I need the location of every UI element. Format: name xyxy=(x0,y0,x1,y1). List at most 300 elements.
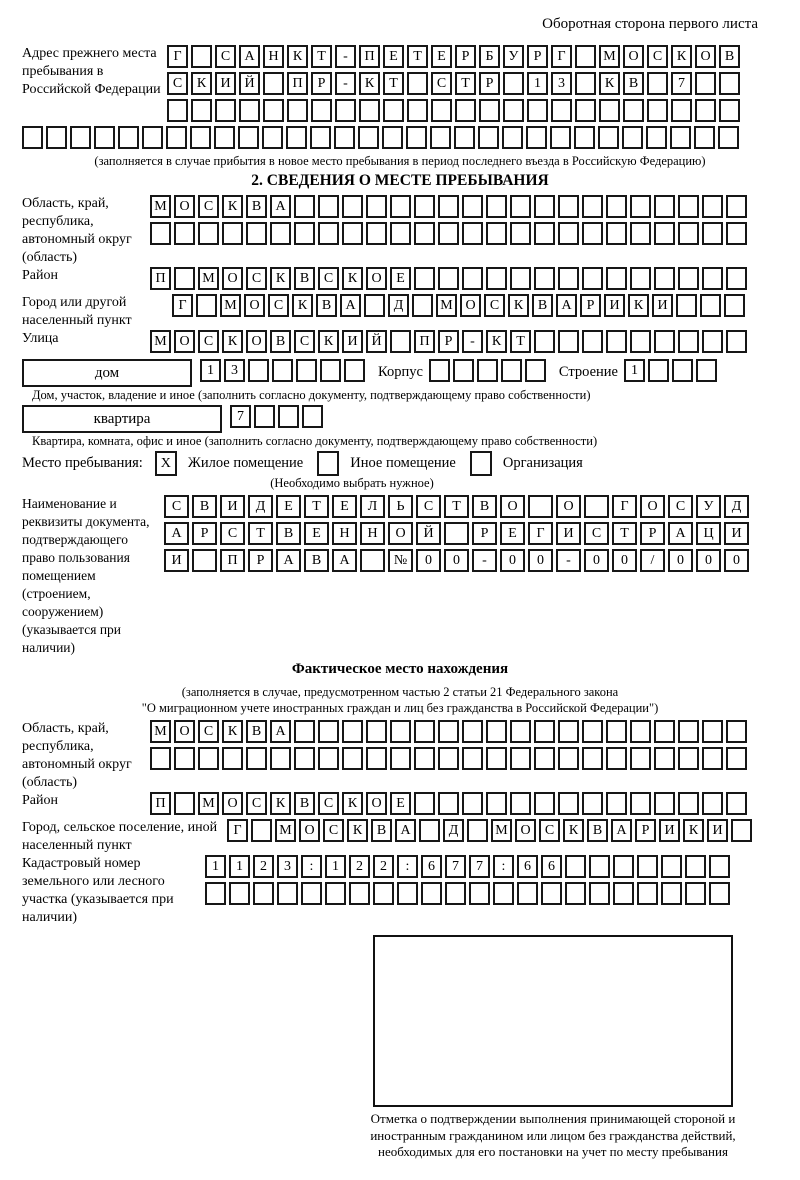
char-box: К xyxy=(628,294,649,317)
char-box xyxy=(311,99,332,122)
char-box: К xyxy=(318,330,339,353)
char-box: П xyxy=(359,45,380,68)
char-box xyxy=(700,294,721,317)
char-box xyxy=(251,819,272,842)
char-box xyxy=(678,267,699,290)
actual-district-label: Район xyxy=(22,793,58,808)
actual-district-row xyxy=(150,792,750,815)
char-box: Г xyxy=(612,495,637,518)
char-box xyxy=(253,882,274,905)
char-box xyxy=(438,195,459,218)
char-box xyxy=(678,222,699,245)
house-caption: Дом, участок, владение и иное (заполнить согласно документу, подтверждающему право собственности) xyxy=(32,388,591,402)
char-box xyxy=(661,882,682,905)
char-box: К xyxy=(563,819,584,842)
char-box: Е xyxy=(276,495,301,518)
cadastral-row-1 xyxy=(205,855,778,878)
char-box: М xyxy=(491,819,512,842)
char-box xyxy=(222,747,243,770)
char-box: Д xyxy=(388,294,409,317)
char-box xyxy=(455,99,476,122)
char-box: 3 xyxy=(277,855,298,878)
char-box xyxy=(685,882,706,905)
char-box xyxy=(318,747,339,770)
char-box: А xyxy=(668,522,693,545)
korpus-row xyxy=(429,359,549,382)
char-box xyxy=(366,747,387,770)
char-box xyxy=(654,720,675,743)
char-box: - xyxy=(556,549,581,572)
char-box xyxy=(174,222,195,245)
char-box xyxy=(696,359,717,382)
char-box: Б xyxy=(479,45,500,68)
char-box xyxy=(574,126,595,149)
char-box xyxy=(575,99,596,122)
char-box xyxy=(205,882,226,905)
char-box xyxy=(479,99,500,122)
char-box xyxy=(421,882,442,905)
char-box: П xyxy=(150,792,171,815)
char-box: С xyxy=(416,495,441,518)
char-box xyxy=(702,330,723,353)
char-box: О xyxy=(500,495,525,518)
char-box xyxy=(191,99,212,122)
char-box: 1 xyxy=(205,855,226,878)
char-box xyxy=(534,720,555,743)
char-box: 7 xyxy=(469,855,490,878)
char-box xyxy=(334,126,355,149)
actual-region-section xyxy=(22,720,778,792)
char-box xyxy=(670,126,691,149)
char-box xyxy=(702,222,723,245)
char-box: Т xyxy=(407,45,428,68)
char-box: О xyxy=(388,522,413,545)
char-box xyxy=(534,195,555,218)
char-box: 2 xyxy=(349,855,370,878)
char-box: В xyxy=(316,294,337,317)
char-box: М xyxy=(275,819,296,842)
cadastral-label: Кадастровый номер земельного или лесного участка (указывается при наличии) xyxy=(22,856,174,925)
stroenie-row xyxy=(624,359,720,382)
char-box xyxy=(726,267,747,290)
char-box: - xyxy=(335,45,356,68)
char-box: О xyxy=(515,819,536,842)
char-box xyxy=(167,99,188,122)
char-box xyxy=(390,720,411,743)
char-box xyxy=(407,99,428,122)
char-box: Р xyxy=(438,330,459,353)
char-box xyxy=(637,882,658,905)
char-box xyxy=(302,405,323,428)
char-box xyxy=(606,222,627,245)
char-box: К xyxy=(683,819,704,842)
char-box xyxy=(342,747,363,770)
char-box xyxy=(174,267,195,290)
char-box: С xyxy=(668,495,693,518)
char-box: Т xyxy=(444,495,469,518)
char-box: М xyxy=(198,792,219,815)
char-box xyxy=(445,882,466,905)
house-field-label: дом xyxy=(22,359,192,387)
checkbox-organization xyxy=(470,451,492,476)
char-box: Е xyxy=(304,522,329,545)
char-box xyxy=(310,126,331,149)
char-box: И xyxy=(659,819,680,842)
char-box: К xyxy=(287,45,308,68)
char-box: 0 xyxy=(668,549,693,572)
char-box: Е xyxy=(431,45,452,68)
char-box: Й xyxy=(239,72,260,95)
char-box xyxy=(654,267,675,290)
char-box xyxy=(558,195,579,218)
char-box: Р xyxy=(192,522,217,545)
char-box xyxy=(270,747,291,770)
char-box xyxy=(262,126,283,149)
document-row-2 xyxy=(164,522,778,545)
char-box xyxy=(534,267,555,290)
char-box xyxy=(192,549,217,572)
char-box xyxy=(589,855,610,878)
char-box: - xyxy=(472,549,497,572)
char-box xyxy=(558,330,579,353)
char-box xyxy=(222,222,243,245)
actual-location-caption-1: (заполняется в случае, предусмотренном частью 2 статьи 21 Федерального закона xyxy=(181,685,619,699)
char-box xyxy=(277,882,298,905)
char-box xyxy=(462,195,483,218)
char-box: 6 xyxy=(517,855,538,878)
confirmation-caption: Отметка о подтверждении выполнения принимающей стороной и иностранным гражданином или лицом без гражданства действий, необходимых для его постановки на учет по месту пребывания xyxy=(370,1111,736,1159)
char-box xyxy=(406,126,427,149)
char-box xyxy=(678,792,699,815)
char-box: 7 xyxy=(445,855,466,878)
char-box xyxy=(678,195,699,218)
char-box: О xyxy=(222,267,243,290)
char-box: И xyxy=(556,522,581,545)
char-box xyxy=(606,720,627,743)
char-box xyxy=(719,99,740,122)
char-box xyxy=(414,267,435,290)
char-box: А xyxy=(270,720,291,743)
char-box: И xyxy=(215,72,236,95)
char-box xyxy=(582,747,603,770)
char-box: И xyxy=(604,294,625,317)
char-box xyxy=(702,267,723,290)
char-box xyxy=(726,720,747,743)
char-box xyxy=(510,195,531,218)
char-box xyxy=(630,267,651,290)
char-box xyxy=(22,126,43,149)
char-box: В xyxy=(294,267,315,290)
char-box: У xyxy=(503,45,524,68)
actual-city-row xyxy=(227,819,755,842)
prev-address-row-3 xyxy=(167,99,778,122)
char-box xyxy=(565,855,586,878)
char-box xyxy=(358,126,379,149)
char-box xyxy=(190,126,211,149)
char-box: Р xyxy=(580,294,601,317)
char-box xyxy=(678,720,699,743)
char-box: И xyxy=(652,294,673,317)
actual-location-caption-2: "О миграционном учете иностранных граждан и лиц без гражданства в Российской Федерации") xyxy=(141,701,659,715)
char-box xyxy=(477,359,498,382)
char-box xyxy=(414,747,435,770)
street-row xyxy=(150,330,750,353)
char-box xyxy=(726,330,747,353)
char-box: Р xyxy=(635,819,656,842)
char-box xyxy=(648,359,669,382)
char-box: О xyxy=(174,720,195,743)
char-box: Т xyxy=(612,522,637,545)
char-box xyxy=(118,126,139,149)
char-box xyxy=(584,495,609,518)
header-note: Оборотная сторона первого листа xyxy=(542,16,758,32)
char-box xyxy=(726,747,747,770)
char-box xyxy=(191,45,212,68)
street-section xyxy=(22,330,778,357)
char-box: 0 xyxy=(444,549,469,572)
char-box: 0 xyxy=(724,549,749,572)
char-box xyxy=(462,747,483,770)
char-box xyxy=(582,222,603,245)
char-box: 3 xyxy=(551,72,572,95)
char-box: В xyxy=(371,819,392,842)
stay-type-section xyxy=(22,451,778,476)
char-box xyxy=(678,330,699,353)
prev-address-row-1 xyxy=(167,45,778,68)
char-box: Г xyxy=(551,45,572,68)
char-box: : xyxy=(301,855,322,878)
char-box xyxy=(630,720,651,743)
char-box xyxy=(558,720,579,743)
char-box: Д xyxy=(248,495,273,518)
char-box: Г xyxy=(172,294,193,317)
char-box xyxy=(198,222,219,245)
char-box: Т xyxy=(304,495,329,518)
korpus-label: Корпус xyxy=(378,364,423,380)
char-box xyxy=(726,792,747,815)
actual-city-label: Город, сельское поселение, иной населенный пункт xyxy=(22,820,218,853)
char-box: 2 xyxy=(253,855,274,878)
district-section xyxy=(22,267,778,294)
char-box xyxy=(142,126,163,149)
char-box xyxy=(558,222,579,245)
char-box: К xyxy=(486,330,507,353)
char-box xyxy=(550,126,571,149)
char-box xyxy=(414,222,435,245)
char-box: М xyxy=(220,294,241,317)
char-box: К xyxy=(347,819,368,842)
char-box: 6 xyxy=(421,855,442,878)
char-box xyxy=(254,405,275,428)
char-box xyxy=(606,267,627,290)
char-box xyxy=(575,45,596,68)
char-box xyxy=(726,222,747,245)
char-box: А xyxy=(556,294,577,317)
char-box xyxy=(246,747,267,770)
char-box: А xyxy=(395,819,416,842)
char-box xyxy=(438,267,459,290)
char-box: В xyxy=(270,330,291,353)
char-box: Н xyxy=(263,45,284,68)
char-box xyxy=(709,855,730,878)
char-box: Л xyxy=(360,495,385,518)
actual-region-row-2 xyxy=(150,747,778,770)
char-box: В xyxy=(587,819,608,842)
char-box xyxy=(198,747,219,770)
char-box xyxy=(486,222,507,245)
char-box: О xyxy=(174,330,195,353)
char-box xyxy=(702,792,723,815)
char-box xyxy=(510,720,531,743)
char-box xyxy=(229,882,250,905)
char-box: Р xyxy=(455,45,476,68)
char-box xyxy=(364,294,385,317)
cadastral-section xyxy=(22,855,778,927)
char-box xyxy=(462,222,483,245)
region-label: Область, край, республика, автономный округ (область) xyxy=(22,196,132,265)
char-box: С xyxy=(220,522,245,545)
char-box: Г xyxy=(528,522,553,545)
region-section xyxy=(22,195,778,267)
char-box: 0 xyxy=(528,549,553,572)
char-box xyxy=(294,195,315,218)
char-box: В xyxy=(246,720,267,743)
char-box: А xyxy=(340,294,361,317)
char-box xyxy=(630,222,651,245)
char-box xyxy=(335,99,356,122)
region-row-1 xyxy=(150,195,778,218)
char-box xyxy=(630,195,651,218)
apartment-number-row xyxy=(230,405,326,428)
char-box xyxy=(318,222,339,245)
char-box: - xyxy=(462,330,483,353)
char-box: Г xyxy=(167,45,188,68)
char-box xyxy=(383,99,404,122)
char-box xyxy=(390,195,411,218)
char-box xyxy=(599,99,620,122)
char-box: И xyxy=(342,330,363,353)
char-box xyxy=(558,747,579,770)
char-box: О xyxy=(640,495,665,518)
char-box xyxy=(671,99,692,122)
char-box: С xyxy=(167,72,188,95)
char-box: К xyxy=(292,294,313,317)
char-box xyxy=(166,126,187,149)
char-box: А xyxy=(239,45,260,68)
char-box: К xyxy=(222,330,243,353)
char-box xyxy=(318,195,339,218)
char-box xyxy=(414,792,435,815)
char-box: Р xyxy=(640,522,665,545)
char-box xyxy=(527,99,548,122)
char-box xyxy=(246,222,267,245)
char-box: 0 xyxy=(584,549,609,572)
char-box: В xyxy=(304,549,329,572)
char-box xyxy=(486,720,507,743)
char-box: И xyxy=(164,549,189,572)
apartment-section xyxy=(22,405,778,433)
char-box: К xyxy=(222,195,243,218)
char-box xyxy=(637,855,658,878)
char-box xyxy=(534,222,555,245)
option-residential-label: Жилое помещение xyxy=(187,455,304,471)
char-box: К xyxy=(508,294,529,317)
char-box: О xyxy=(556,495,581,518)
char-box xyxy=(239,99,260,122)
region-row-2 xyxy=(150,222,778,245)
char-box: О xyxy=(244,294,265,317)
char-box xyxy=(287,99,308,122)
char-box: : xyxy=(493,855,514,878)
checkbox-other-premises xyxy=(317,451,339,476)
char-box xyxy=(248,359,269,382)
char-box xyxy=(342,222,363,245)
char-box xyxy=(502,126,523,149)
char-box xyxy=(551,99,572,122)
char-box: С xyxy=(318,792,339,815)
char-box xyxy=(510,792,531,815)
char-box xyxy=(582,792,603,815)
char-box: У xyxy=(696,495,721,518)
char-box: С xyxy=(647,45,668,68)
char-box: С xyxy=(268,294,289,317)
char-box xyxy=(344,359,365,382)
char-box xyxy=(613,855,634,878)
char-box xyxy=(486,792,507,815)
char-box: Т xyxy=(311,45,332,68)
char-box xyxy=(510,267,531,290)
char-box: Г xyxy=(227,819,248,842)
char-box: : xyxy=(397,855,418,878)
prev-address-row-4 xyxy=(22,126,778,149)
char-box xyxy=(263,72,284,95)
char-box: Т xyxy=(510,330,531,353)
char-box xyxy=(462,267,483,290)
char-box: Т xyxy=(455,72,476,95)
actual-region-label: Область, край, республика, автономный округ (область) xyxy=(22,721,132,790)
char-box: К xyxy=(342,792,363,815)
prev-address-section xyxy=(22,45,778,126)
char-box xyxy=(558,267,579,290)
char-box: О xyxy=(366,792,387,815)
char-box xyxy=(215,99,236,122)
char-box: С xyxy=(246,792,267,815)
char-box xyxy=(503,99,524,122)
char-box: Ь xyxy=(388,495,413,518)
char-box xyxy=(453,359,474,382)
char-box xyxy=(390,747,411,770)
prev-address-label: Адрес прежнего места пребывания в Российской Федерации xyxy=(22,46,161,97)
char-box xyxy=(382,126,403,149)
char-box: Ц xyxy=(696,522,721,545)
char-box xyxy=(438,222,459,245)
actual-region-row-1 xyxy=(150,720,778,743)
char-box xyxy=(623,99,644,122)
char-box xyxy=(407,72,428,95)
city-row xyxy=(172,294,748,317)
char-box xyxy=(558,792,579,815)
char-box: В xyxy=(472,495,497,518)
char-box xyxy=(278,405,299,428)
char-box: 1 xyxy=(527,72,548,95)
char-box: О xyxy=(299,819,320,842)
char-box xyxy=(606,195,627,218)
district-row xyxy=(150,267,750,290)
char-box: С xyxy=(215,45,236,68)
char-box xyxy=(94,126,115,149)
document-section xyxy=(22,495,778,657)
char-box xyxy=(702,720,723,743)
